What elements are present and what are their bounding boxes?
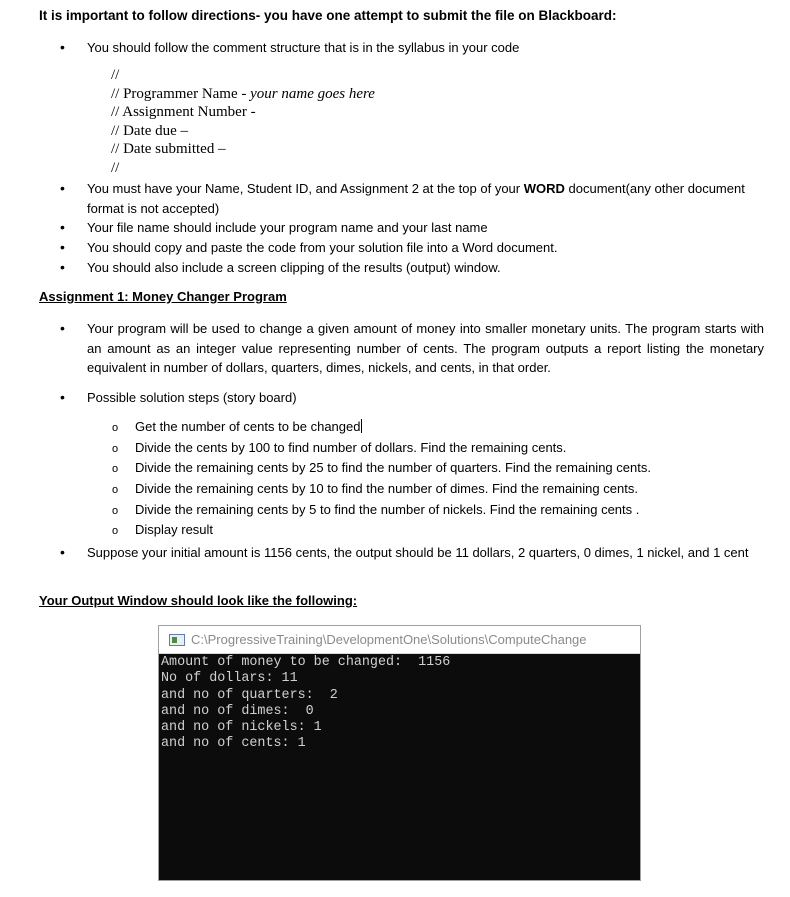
console-line: No of dollars: 11	[161, 671, 298, 687]
circle-bullet-icon: o	[112, 463, 119, 475]
step-item	[112, 501, 639, 520]
direction-text: You should copy and paste the code from your solution file into a Word document.	[87, 240, 558, 255]
step-item	[112, 521, 213, 540]
console-output	[159, 654, 640, 753]
direction-item	[60, 238, 764, 258]
console-line: and no of nickels: 1	[161, 720, 322, 736]
comment-line-end: //	[111, 160, 120, 176]
direction-item	[60, 218, 764, 238]
assignment-description: Your program will be used to change a given amount of money into smaller monetary units. The program starts with an amount as an integer value representing number of cents. The program outputs a report listing the monetary equivalent in number of dollars, quarters, dimes, nickels, and cents, in that order.	[87, 321, 764, 375]
direction-item	[60, 38, 764, 58]
circle-bullet-icon: o	[112, 525, 119, 537]
step-text: Divide the remaining cents by 5 to find the number of nickels. Find the remaining cents .	[135, 502, 640, 517]
steps-label: Possible solution steps (story board)	[87, 390, 297, 405]
word-bold: WORD	[523, 181, 565, 196]
console-title-bar	[159, 626, 640, 654]
direction-item	[60, 179, 764, 218]
console-line: Amount of money to be changed: 1156	[161, 655, 451, 670]
comment-programmer-placeholder: your name goes here	[250, 86, 375, 102]
comment-line: //	[111, 67, 120, 83]
step-text: Divide the remaining cents by 10 to find the number of dimes. Find the remaining cents.	[135, 481, 638, 496]
step-text: Divide the remaining cents by 25 to find the number of quarters. Find the remaining cents.	[135, 460, 651, 475]
comment-due: // Date due –	[111, 123, 189, 139]
step-text: Divide the cents by 100 to find number of dollars. Find the remaining cents.	[135, 440, 567, 455]
assignment-item	[60, 543, 764, 563]
step-item	[112, 459, 651, 478]
console-window	[158, 625, 641, 881]
example-text: Suppose your initial amount is 1156 cents, the output should be 11 dollars, 2 quarters, 0 dimes, 1 nickel, and 1 cent	[87, 545, 749, 560]
step-item	[112, 439, 566, 458]
console-line: and no of cents: 1	[161, 736, 306, 752]
output-heading: Your Output Window should look like the following:	[39, 593, 358, 608]
bullet-icon: •	[60, 259, 65, 275]
assignment-title: Assignment 1: Money Changer Program	[39, 289, 287, 304]
circle-bullet-icon: o	[112, 505, 119, 517]
console-app-icon	[169, 634, 185, 646]
step-text: Get the number of cents to be changed	[135, 419, 361, 434]
circle-bullet-icon: o	[112, 422, 119, 434]
word-post: document(any other document format is not accepted)	[87, 181, 745, 216]
comment-programmer	[111, 86, 375, 103]
bullet-icon: •	[60, 239, 65, 255]
assignment-item	[60, 319, 764, 378]
direction-text: You should also include a screen clipping of the results (output) window.	[87, 260, 501, 275]
direction-text	[87, 179, 764, 218]
direction-text: You should follow the comment structure that is in the syllabus in your code	[87, 40, 520, 55]
direction-text: Your file name should include your program name and your last name	[87, 220, 488, 235]
page-heading: It is important to follow directions- you have one attempt to submit the file on Blackboard:	[39, 8, 617, 23]
console-line: and no of dimes: 0	[161, 703, 314, 719]
assignment-item	[60, 388, 764, 408]
word-pre: You must have your Name, Student ID, and Assignment 2 at the top of your	[87, 181, 524, 196]
comment-programmer-label: // Programmer Name -	[111, 86, 251, 102]
circle-bullet-icon: o	[112, 484, 119, 496]
bullet-icon: •	[60, 320, 65, 336]
direction-item	[60, 258, 764, 278]
console-line: and no of quarters: 2	[161, 687, 338, 703]
step-text: Display result	[135, 522, 214, 537]
comment-assignment: // Assignment Number -	[111, 104, 256, 120]
bullet-icon: •	[60, 180, 65, 196]
step-item	[112, 418, 362, 437]
console-title: C:\ProgressiveTraining\DevelopmentOne\Solutions\ComputeChange	[191, 632, 587, 647]
bullet-icon: •	[60, 219, 65, 235]
comment-submitted: // Date submitted –	[111, 141, 226, 157]
text-cursor	[361, 419, 362, 433]
bullet-icon: •	[60, 544, 65, 560]
step-item	[112, 480, 638, 499]
bullet-icon: •	[60, 39, 65, 55]
circle-bullet-icon: o	[112, 443, 119, 455]
bullet-icon: •	[60, 389, 65, 405]
